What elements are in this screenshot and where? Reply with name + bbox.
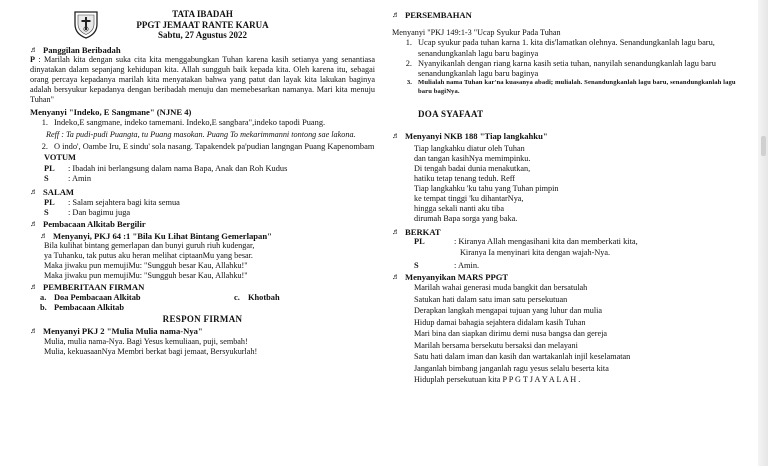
- scrollbar-handle[interactable]: [761, 136, 766, 156]
- header: [30, 0, 375, 42]
- persembahan-item: 1. Ucap syukur pada tuhan karna 1. kita dis'lamatkan olehnya. Senandungkanlah lagu baru, senandungkanlah lagu baru baginya: [405, 38, 715, 58]
- music-note-icon: ♬: [30, 219, 38, 229]
- music-note-icon: ♬: [392, 227, 400, 236]
- votum-pl: PL : Ibadah ini berlangsung dalam nama Bapa, Anak dan Roh Kudus: [44, 163, 288, 173]
- panggilan-text: P : Marilah kita dengan suka cita kita menggabungkan Tuhan karena kasih setianya yang senantiasa dinyatakan dalam sepanjang kehidupan kita. Allah sungguh baik kepada kita. Oleh karena itu, sebagai orang percaya kepadanya marilah kita menyatakan bahwa yang patut dan layak kita lakukan baginya adalah bersyukur kepadanya dengan beribadah menuju dan memebesarkan namanya. Mari kita menuju Tuhan": [30, 55, 376, 105]
- pemberitaan-items-row2: b. Pembacaan Alkitab: [40, 302, 125, 312]
- nyanyi3-heading: ♬ Menyanyi PKJ 2 "Mulia Mulia nama-Nya": [30, 326, 203, 337]
- church-name: PPGT JEMAAT RANTE KARUA: [136, 19, 269, 30]
- votum-heading: VOTUM: [44, 153, 76, 163]
- service-date: Sabtu, 27 Agustus 2022: [157, 30, 248, 41]
- music-note-icon: ♬: [392, 271, 400, 281]
- votum-s: S : Amin: [44, 173, 92, 183]
- right-column: [392, 10, 737, 386]
- panggilan-heading: ♬ Panggilan Beribadah: [30, 45, 121, 55]
- salam-pl: PL : Salam sejahtera bagi kita semua: [44, 197, 180, 207]
- doa-syafaat-heading: DOA SYAFAAT: [418, 108, 484, 119]
- persembahan-heading: ♬ PERSEMBAHAN: [392, 10, 472, 20]
- salam-s: S : Dan bagimu juga: [44, 207, 131, 217]
- berkat-s: S : Amin.: [414, 260, 480, 270]
- music-note-icon: ♬: [30, 45, 38, 54]
- nyanyi1-refrain: Reff : Ta pudi-pudi Puangta, tu Puang masokan. Puang To mekarimmanni tontong sae lakona.: [46, 130, 356, 140]
- music-note-icon: ♬: [30, 187, 38, 197]
- program-title: TATA IBADAH: [172, 9, 233, 19]
- salam-heading: ♬ SALAM: [30, 187, 75, 198]
- pemberitaan-items-row1: a. Doa Pembacaan Alkitab c. Khotbah: [40, 292, 280, 302]
- berkat-heading: ♬ BERKAT: [392, 227, 441, 237]
- nkb-lyrics: Tiap langkahku diatur oleh Tuhan dan tangan kasihNya memimpinku. Di tengah badai dunia menakutkan, hatiku tetap tenang teduh. Reff Tiap langkahku 'ku tahu yang Tuhan pimpin ke tempat tinggi 'ku dihantarNya, hingga sekali nanti aku tiba dirumah Bapa sorga yang baka.: [414, 144, 559, 223]
- music-note-icon: ♬: [30, 282, 38, 292]
- nyanyi3-lyrics: Mulia, mulia nama-Nya. Bagi Yesus kemuliaan, puji, sembah! Mulia, kekuasaanNya Membri berkat bagi jemaat, Bersyukurlah!: [44, 336, 258, 356]
- nyanyi2-lyrics: Bila kulihat bintang gemerlapan dan bunyi guruh riuh kudengar, ya Tuhanku, tak putus aku heran melihat ciptaanMu yang besar. Maka jiwaku pun memujiMu: "Sungguh besar Kau, Allahku!" Maka jiwaku pun memujiMu: "Sungguh besar Kau, Allahku!": [44, 241, 255, 281]
- berkat-pl-line2: Kiranya Ia menyinari kita dengan wajah-Nya.: [460, 247, 611, 257]
- persembahan-item: 2. Nyanyikanlah dengan riang karna kasih setia tuhan, nanyilah senandungkanlah lagu baru senandungkanlah lagu baru baginya: [405, 58, 716, 79]
- nyanyi1-verse-2: 2. O indo', Oambe Iru, E sindu' sola nasang. Tapakendek pa'pudian langngan Puang Kapenombam: [41, 142, 375, 152]
- music-note-icon: ♬: [40, 230, 48, 240]
- viewer-scrollbar[interactable]: [758, 0, 768, 466]
- nyanyi1-heading: Menyanyi "Indeko, E Sangmane" (NJNE 4): [30, 107, 192, 118]
- header-text: [30, 9, 375, 41]
- pemberitaan-heading: ♬ PEMBERITAAN FIRMAN: [30, 282, 145, 293]
- nyanyi1-verse-1: 1. Indeko,E sangmane, indeko tamemani. Indeko,E sangbara",indeko tapodi Puang.: [41, 117, 326, 127]
- music-note-icon: ♬: [392, 10, 400, 19]
- nkb-heading: ♬ Menyanyi NKB 188 "Tiap langkahku": [392, 130, 548, 141]
- pembacaan-heading: ♬ Pembacaan Alkitab Bergilir: [30, 219, 146, 230]
- persembahan-song: Menyanyi "PKJ 149:1-3 "Ucap Syukur Pada Tuhan: [392, 28, 561, 38]
- respon-heading: RESPON FIRMAN: [162, 314, 243, 325]
- mars-heading: ♬ Menyanyikan MARS PPGT: [392, 271, 509, 282]
- left-column: [30, 0, 375, 357]
- persembahan-item: 3. Mulialah nama Tuhan kar'na kuasanya abadi; mulialah. Senandungkanlah lagu baru, senandungkanlah lagu baru bagiNya.: [406, 79, 736, 95]
- mars-lyrics: Marilah wahai generasi muda bangkit dan bersatulah Satukan hati dalam satu iman satu persekutuan Derapkan langkah mengapai tujuan yang luhur dan mulia Hidup damai bahagia sejahtera didalam kasih Tuhan Mari bina dan siapkan dirimu demi nusa bangsa dan gereja Marilah bersama bersekutu bersaksi dan melayani Satu hati dalam iman dan kasih dan wartakanlah injil keselamatan Janganlah bimbang janganlah ragu yesus selalu beserta kita Hiduplah persekutuan kita P P G T J A Y A L A H .: [414, 283, 631, 385]
- nyanyi2-heading: ♬ Menyanyi, PKJ 64 :1 "Bila Ku Lihat Bintang Gemerlapan": [40, 230, 272, 241]
- berkat-pl: PL : Kiranya Allah mengasihani kita dan memberkati kita,: [414, 237, 638, 247]
- music-note-icon: ♬: [30, 326, 38, 336]
- music-note-icon: ♬: [392, 130, 400, 140]
